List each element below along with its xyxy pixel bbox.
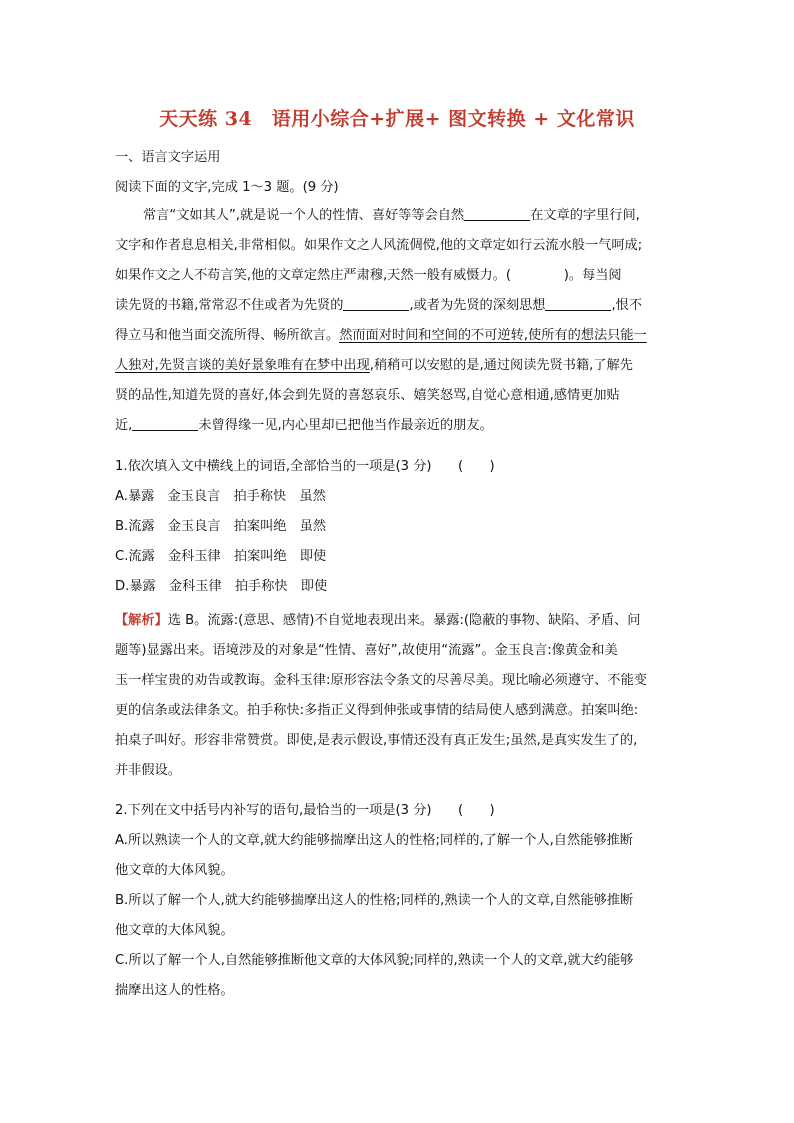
analysis-line: 题等)显露出来。语境涉及的对象是“性情、喜好”,故使用“流露”。金玉良言:像黄金和美 (115, 643, 618, 658)
passage-line: 如果作文之人不苟言笑,他的文章定然庄严肃穆,天然一般有威慑力。( )。每当阅 (115, 268, 622, 283)
option-d: D.暴露 金科玉律 拍手称快 即使 (115, 579, 328, 594)
question-stem: 2.下列在文中括号内补写的语句,最恰当的一项是(3 分) ( ) (115, 803, 495, 818)
question-1 (115, 452, 681, 602)
analysis-line: 更的信条或法律条文。拍手称快:多指正义得到伸张或事情的结局使人感到满意。拍案叫绝: (115, 703, 639, 718)
analysis-line: 并非假设。 (115, 763, 181, 778)
fill-blank-1 (464, 206, 530, 221)
analysis-tag: 【解析】 (115, 613, 168, 628)
option-b: B.所以了解一个人,就大约能够揣摩出这人的性格;同样的,熟读一个人的文章,自然能够推断 (115, 893, 634, 908)
underlined-sentence: 然而面对时间和空间的不可逆转,使所有的想法只能一 (339, 328, 647, 343)
analysis-block (115, 606, 681, 786)
fill-blank-4 (132, 416, 198, 431)
option-c: C.流露 金科玉律 拍案叫绝 即使 (115, 549, 327, 564)
option-c: C.所以了解一个人,自然能够推断他文章的大体风貌;同样的,熟读一个人的文章,就大约能够 (115, 953, 634, 968)
analysis-line: 拍桌子叫好。形容非常赞赏。即使,是表示假设,事情还没有真正发生;虽然,是真实发生了的, (115, 733, 638, 748)
question-stem: 1.依次填入文中横线上的词语,全部恰当的一项是(3 分) ( ) (115, 459, 495, 474)
analysis-line: 玉一样宝贵的劝告或教诲。金科玉律:原形容法令条文的尽善尽美。现比喻必须遵守、不能变 (115, 673, 647, 688)
fill-blank-2 (343, 296, 409, 311)
option-c-continued: 揣摩出这人的性格。 (115, 983, 234, 998)
passage-line: 读先贤的书籍,常常忍不住或者为先贤的 ,或者为先贤的深刻思想 ,恨不 (115, 298, 643, 313)
fill-blank-3 (545, 296, 611, 311)
passage-line: 人独对,先贤言谈的美好景象唯有在梦中出现,稍稍可以安慰的是,通过阅读先贤书籍,了解先 (115, 358, 633, 373)
question-2 (115, 796, 681, 1006)
option-a: A.所以熟读一个人的文章,就大约能够揣摩出这人的性格;同样的,了解一个人,自然能够推断 (115, 833, 633, 848)
option-a-continued: 他文章的大体风貌。 (115, 863, 234, 878)
underlined-sentence: 人独对,先贤言谈的美好景象唯有在梦中出现 (115, 358, 370, 373)
passage-line: 近, 未曾得缘一见,内心里却已把他当作最亲近的朋友。 (115, 418, 493, 433)
section-heading: 一、语言文字运用 (115, 150, 221, 165)
passage-line: 常言“文如其人”,就是说一个人的性情、喜好等等会自然 在文章的字里行间, (143, 208, 640, 223)
instruction-text: 阅读下面的文字,完成 1～3 题。(9 分) (115, 180, 339, 195)
reading-passage (115, 201, 681, 441)
passage-line: 文字和作者息息相关,非常相似。如果作文之人风流倜傥,他的文章定如行云流水般一气呵成; (115, 238, 643, 253)
analysis-line: 【解析】选 B。流露:(意思、感情)不自觉地表现出来。暴露:(隐蔽的事物、缺陷、矛盾、问 (115, 613, 641, 628)
passage-line: 得立马和他当面交流所得、畅所欲言。然而面对时间和空间的不可逆转,使所有的想法只能一 (115, 328, 647, 343)
option-b-continued: 他文章的大体风貌。 (115, 923, 234, 938)
option-a: A.暴露 金玉良言 拍手称快 虽然 (115, 489, 326, 504)
option-b: B.流露 金玉良言 拍案叫绝 虽然 (115, 519, 327, 534)
passage-line: 贤的品性,知道先贤的喜好,体会到先贤的喜怒哀乐、嬉笑怒骂,自觉心意相通,感情更加贴 (115, 388, 620, 403)
page-title: 天天练 34 语用小综合+扩展+ 图文转换 + 文化常识 (159, 108, 635, 130)
